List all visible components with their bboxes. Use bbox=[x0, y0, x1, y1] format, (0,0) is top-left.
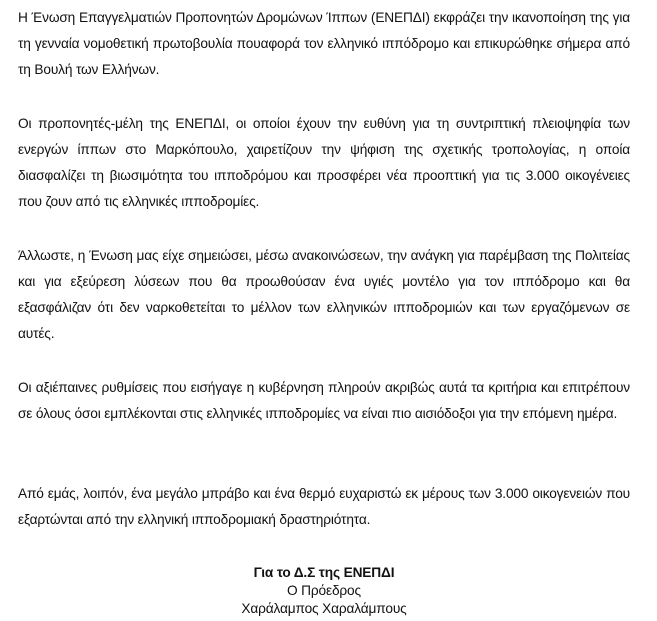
signature-role: Ο Πρόεδρος bbox=[287, 583, 361, 598]
signature-name: Χαράλαμπος Χαραλάμπους bbox=[241, 601, 407, 616]
paragraph-regulations: Οι αξιέπαινες ρυθμίσεις που εισήγαγε η κυβέρνηση πληρούν ακριβώς αυτά τα κριτήρια και επιτρέπουν σε όλους όσοι εμπλέκονται στις ελληνικές ιπποδρομίες να είναι πιο αισιόδοξοι για την επόμενη ημέρα. bbox=[18, 380, 630, 421]
paragraph-thanks: Από εμάς, λοιπόν, ένα μεγάλο μπράβο και ένα θερμό ευχαριστώ εκ μέρους των 3.000 οικογενειών που εξαρτώνται από την ελληνική ιπποδρομιακή δραστηριότητα. bbox=[18, 486, 630, 527]
paragraph-trainers: Οι προπονητές-μέλη της ΕΝΕΠΔΙ, οι οποίοι έχουν την ευθύνη για τη συντριπτική πλειοψηφία των ενεργών ίππων στο Μαρκόπουλο, χαιρετίζουν την ψήφιση της σχετικής τροπολογίας, η οποία διασφαλίζει τη βιωσιμότητα του ιπποδρόμου και προσφέρει νέα προοπτική για τις 3.000 οικογένειες που ζουν από τις ελληνικές ιπποδρομίες. bbox=[18, 116, 630, 209]
signature-heading: Για το Δ.Σ της ΕΝΕΠΔΙ bbox=[253, 565, 395, 580]
paragraph-union-notes: Άλλωστε, η Ένωση μας είχε σημειώσει, μέσω ανακοινώσεων, την ανάγκη για παρέμβαση της Πολιτείας και για εξεύρεση λύσεων που θα προωθούσαν ένα υγιές μοντέλο για τον ιππόδρομο και θα εξασφάλιζαν ότι δεν ναρκοθετείται το μέλλον των ελληνικών ιπποδρομιών και των εργαζόμενων σε αυτές. bbox=[18, 248, 630, 341]
paragraph-intro: Η Ένωση Επαγγελματιών Προπονητών Δρομώνων Ίππων (ΕΝΕΠΔΙ) εκφράζει την ικανοποίηση της για τη γενναία νομοθετική πρωτοβουλία πουαφορά τον ελληνικό ιππόδρομο και επικυρώθηκε σήμερα από τη Βουλή των Ελλήνων. bbox=[18, 10, 630, 77]
